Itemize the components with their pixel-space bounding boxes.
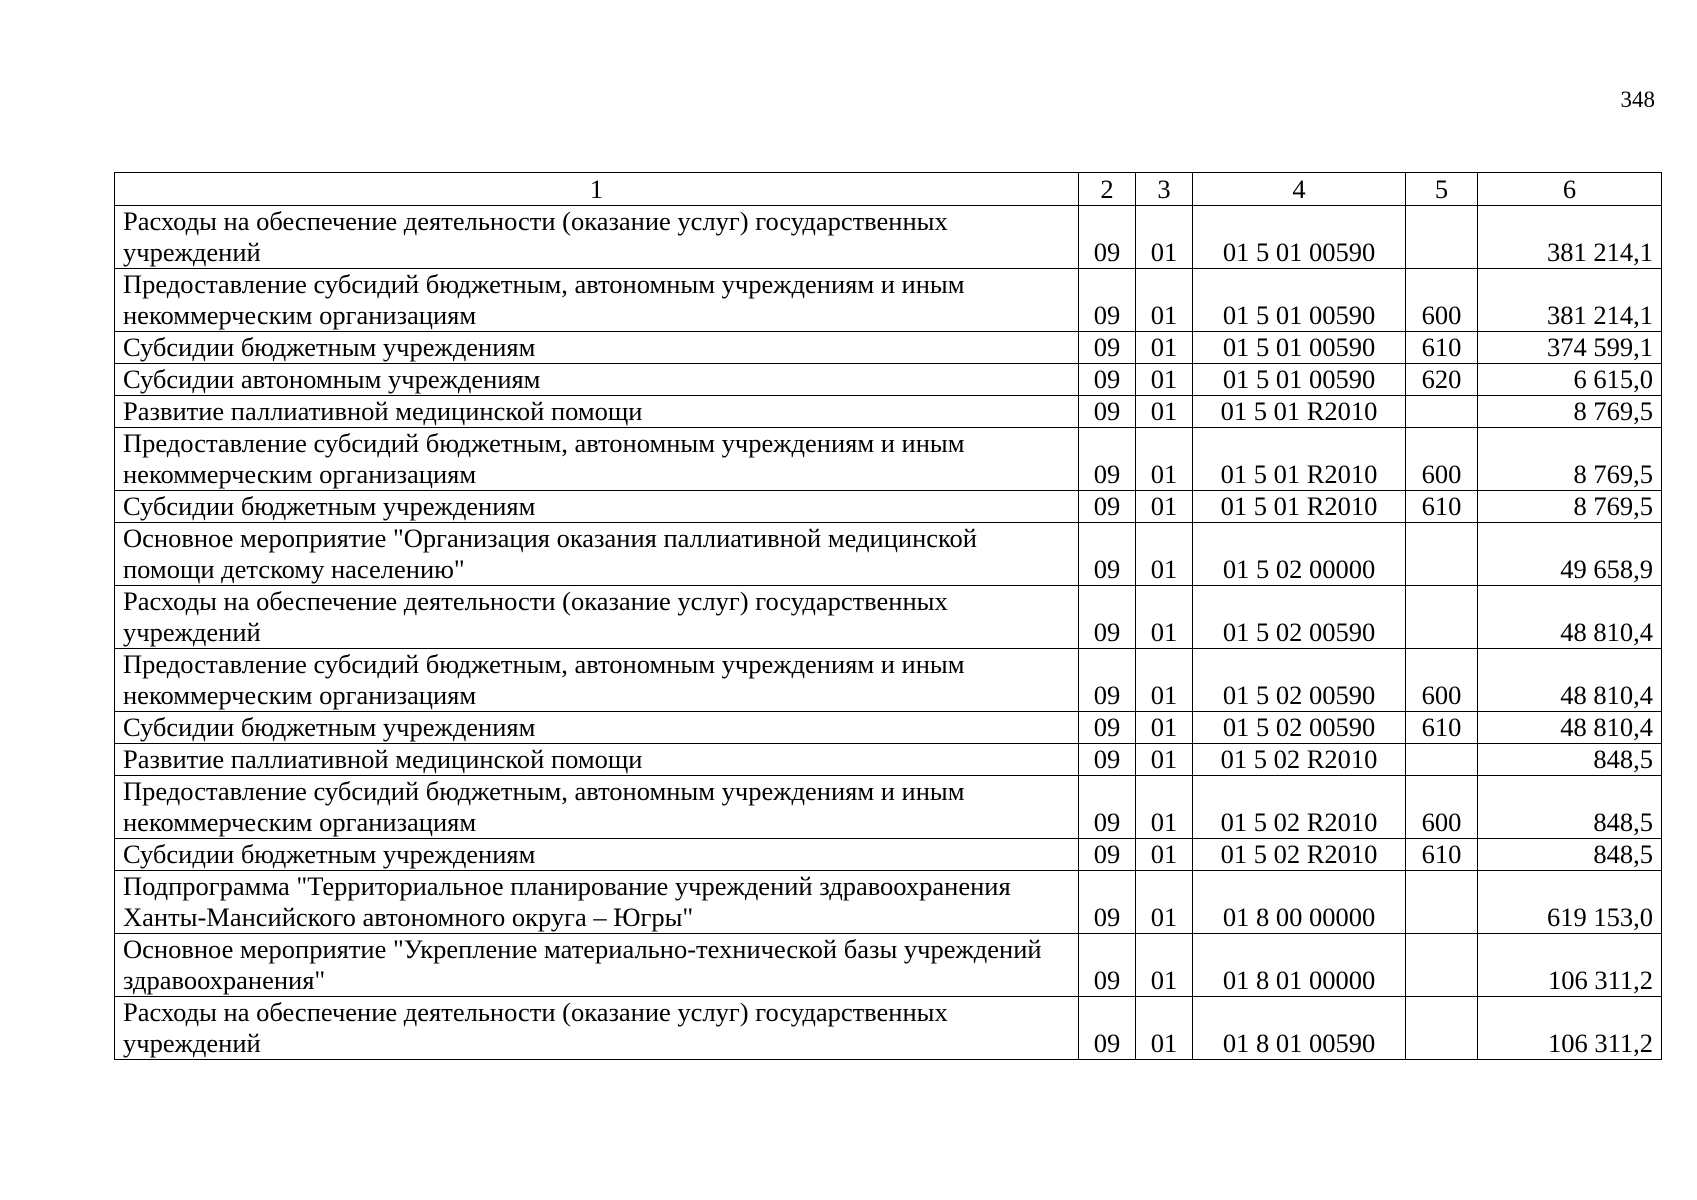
amount-cell: 8 769,5: [1478, 491, 1662, 523]
table-row: [115, 428, 1662, 491]
subsection-code-cell: 01: [1136, 776, 1193, 839]
target-article-cell: 01 8 00 00000: [1193, 871, 1406, 934]
amount-cell: 848,5: [1478, 839, 1662, 871]
expense-type-cell: 610: [1406, 332, 1478, 364]
amount-cell: 374 599,1: [1478, 332, 1662, 364]
subsection-code-cell: 01: [1136, 934, 1193, 997]
expense-type-cell: [1406, 744, 1478, 776]
expense-type-cell: 600: [1406, 649, 1478, 712]
amount-cell: 48 810,4: [1478, 649, 1662, 712]
target-article-cell: 01 5 01 R2010: [1193, 428, 1406, 491]
amount-cell: 106 311,2: [1478, 934, 1662, 997]
table-header-row: [115, 173, 1662, 206]
section-code-cell: 09: [1079, 712, 1136, 744]
amount-cell: 48 810,4: [1478, 586, 1662, 649]
row-name-cell: Предоставление субсидий бюджетным, автономным учреждениям и иным некоммерческим организациям: [115, 269, 1079, 332]
section-code-cell: 09: [1079, 396, 1136, 428]
expense-type-cell: [1406, 934, 1478, 997]
row-name-cell: Основное мероприятие "Укрепление материально-технической базы учреждений здравоохранения": [115, 934, 1079, 997]
subsection-code-cell: 01: [1136, 364, 1193, 396]
amount-cell: 381 214,1: [1478, 206, 1662, 269]
section-code-cell: 09: [1079, 269, 1136, 332]
table-row: [115, 206, 1662, 269]
row-name-cell: Субсидии бюджетным учреждениям: [115, 839, 1079, 871]
subsection-code-cell: 01: [1136, 332, 1193, 364]
expense-type-cell: 600: [1406, 428, 1478, 491]
subsection-code-cell: 01: [1136, 649, 1193, 712]
target-article-cell: 01 5 01 00590: [1193, 332, 1406, 364]
budget-table: [114, 172, 1662, 1060]
expense-type-cell: 610: [1406, 712, 1478, 744]
amount-cell: 381 214,1: [1478, 269, 1662, 332]
section-code-cell: 09: [1079, 934, 1136, 997]
section-code-cell: 09: [1079, 206, 1136, 269]
target-article-cell: 01 5 02 R2010: [1193, 776, 1406, 839]
row-name-cell: Подпрограмма "Территориальное планирование учреждений здравоохранения Ханты-Мансийского автономного округа – Югры": [115, 871, 1079, 934]
section-code-cell: 09: [1079, 744, 1136, 776]
table-row: [115, 744, 1662, 776]
row-name-cell: Субсидии автономным учреждениям: [115, 364, 1079, 396]
target-article-cell: 01 5 01 R2010: [1193, 396, 1406, 428]
table-row: [115, 523, 1662, 586]
subsection-code-cell: 01: [1136, 428, 1193, 491]
subsection-code-cell: 01: [1136, 997, 1193, 1060]
amount-cell: 49 658,9: [1478, 523, 1662, 586]
row-name-cell: Предоставление субсидий бюджетным, автономным учреждениям и иным некоммерческим организациям: [115, 649, 1079, 712]
column-header: 6: [1478, 173, 1662, 206]
expense-type-cell: 620: [1406, 364, 1478, 396]
expense-type-cell: [1406, 523, 1478, 586]
table-row: [115, 871, 1662, 934]
amount-cell: 106 311,2: [1478, 997, 1662, 1060]
section-code-cell: 09: [1079, 586, 1136, 649]
table-row: [115, 649, 1662, 712]
section-code-cell: 09: [1079, 839, 1136, 871]
table-row: [115, 364, 1662, 396]
row-name-cell: Субсидии бюджетным учреждениям: [115, 491, 1079, 523]
target-article-cell: 01 5 02 00590: [1193, 586, 1406, 649]
amount-cell: 6 615,0: [1478, 364, 1662, 396]
subsection-code-cell: 01: [1136, 712, 1193, 744]
table-row: [115, 712, 1662, 744]
amount-cell: 848,5: [1478, 776, 1662, 839]
subsection-code-cell: 01: [1136, 744, 1193, 776]
section-code-cell: 09: [1079, 871, 1136, 934]
section-code-cell: 09: [1079, 364, 1136, 396]
section-code-cell: 09: [1079, 649, 1136, 712]
row-name-cell: Развитие паллиативной медицинской помощи: [115, 744, 1079, 776]
row-name-cell: Развитие паллиативной медицинской помощи: [115, 396, 1079, 428]
target-article-cell: 01 5 01 00590: [1193, 364, 1406, 396]
table-row: [115, 776, 1662, 839]
row-name-cell: Субсидии бюджетным учреждениям: [115, 712, 1079, 744]
amount-cell: 8 769,5: [1478, 396, 1662, 428]
row-name-cell: Расходы на обеспечение деятельности (оказание услуг) государственных учреждений: [115, 997, 1079, 1060]
row-name-cell: Основное мероприятие "Организация оказания паллиативной медицинской помощи детскому населению": [115, 523, 1079, 586]
target-article-cell: 01 5 02 00000: [1193, 523, 1406, 586]
subsection-code-cell: 01: [1136, 396, 1193, 428]
column-header: 3: [1136, 173, 1193, 206]
expense-type-cell: [1406, 396, 1478, 428]
row-name-cell: Предоставление субсидий бюджетным, автономным учреждениям и иным некоммерческим организациям: [115, 428, 1079, 491]
target-article-cell: 01 5 01 R2010: [1193, 491, 1406, 523]
section-code-cell: 09: [1079, 491, 1136, 523]
column-header: 1: [115, 173, 1079, 206]
target-article-cell: 01 5 02 R2010: [1193, 839, 1406, 871]
expense-type-cell: [1406, 206, 1478, 269]
target-article-cell: 01 5 01 00590: [1193, 269, 1406, 332]
expense-type-cell: 610: [1406, 839, 1478, 871]
column-header: 5: [1406, 173, 1478, 206]
table-row: [115, 332, 1662, 364]
target-article-cell: 01 5 02 00590: [1193, 712, 1406, 744]
expense-type-cell: [1406, 997, 1478, 1060]
section-code-cell: 09: [1079, 332, 1136, 364]
row-name-cell: Расходы на обеспечение деятельности (оказание услуг) государственных учреждений: [115, 206, 1079, 269]
amount-cell: 48 810,4: [1478, 712, 1662, 744]
table-row: [115, 491, 1662, 523]
subsection-code-cell: 01: [1136, 491, 1193, 523]
target-article-cell: 01 8 01 00590: [1193, 997, 1406, 1060]
section-code-cell: 09: [1079, 428, 1136, 491]
target-article-cell: 01 5 02 R2010: [1193, 744, 1406, 776]
section-code-cell: 09: [1079, 523, 1136, 586]
table-row: [115, 839, 1662, 871]
amount-cell: 619 153,0: [1478, 871, 1662, 934]
table-row: [115, 396, 1662, 428]
subsection-code-cell: 01: [1136, 871, 1193, 934]
row-name-cell: Расходы на обеспечение деятельности (оказание услуг) государственных учреждений: [115, 586, 1079, 649]
target-article-cell: 01 8 01 00000: [1193, 934, 1406, 997]
page-number: 348: [1620, 87, 1655, 112]
subsection-code-cell: 01: [1136, 206, 1193, 269]
expense-type-cell: 610: [1406, 491, 1478, 523]
subsection-code-cell: 01: [1136, 523, 1193, 586]
target-article-cell: 01 5 01 00590: [1193, 206, 1406, 269]
table-row: [115, 586, 1662, 649]
expense-type-cell: 600: [1406, 269, 1478, 332]
row-name-cell: Предоставление субсидий бюджетным, автономным учреждениям и иным некоммерческим организациям: [115, 776, 1079, 839]
target-article-cell: 01 5 02 00590: [1193, 649, 1406, 712]
table-row: [115, 269, 1662, 332]
subsection-code-cell: 01: [1136, 839, 1193, 871]
subsection-code-cell: 01: [1136, 269, 1193, 332]
column-header: 4: [1193, 173, 1406, 206]
table-row: [115, 934, 1662, 997]
table-body: [115, 206, 1662, 1060]
amount-cell: 848,5: [1478, 744, 1662, 776]
expense-type-cell: 600: [1406, 776, 1478, 839]
table-row: [115, 997, 1662, 1060]
section-code-cell: 09: [1079, 776, 1136, 839]
subsection-code-cell: 01: [1136, 586, 1193, 649]
expense-type-cell: [1406, 871, 1478, 934]
row-name-cell: Субсидии бюджетным учреждениям: [115, 332, 1079, 364]
section-code-cell: 09: [1079, 997, 1136, 1060]
expense-type-cell: [1406, 586, 1478, 649]
column-header: 2: [1079, 173, 1136, 206]
amount-cell: 8 769,5: [1478, 428, 1662, 491]
